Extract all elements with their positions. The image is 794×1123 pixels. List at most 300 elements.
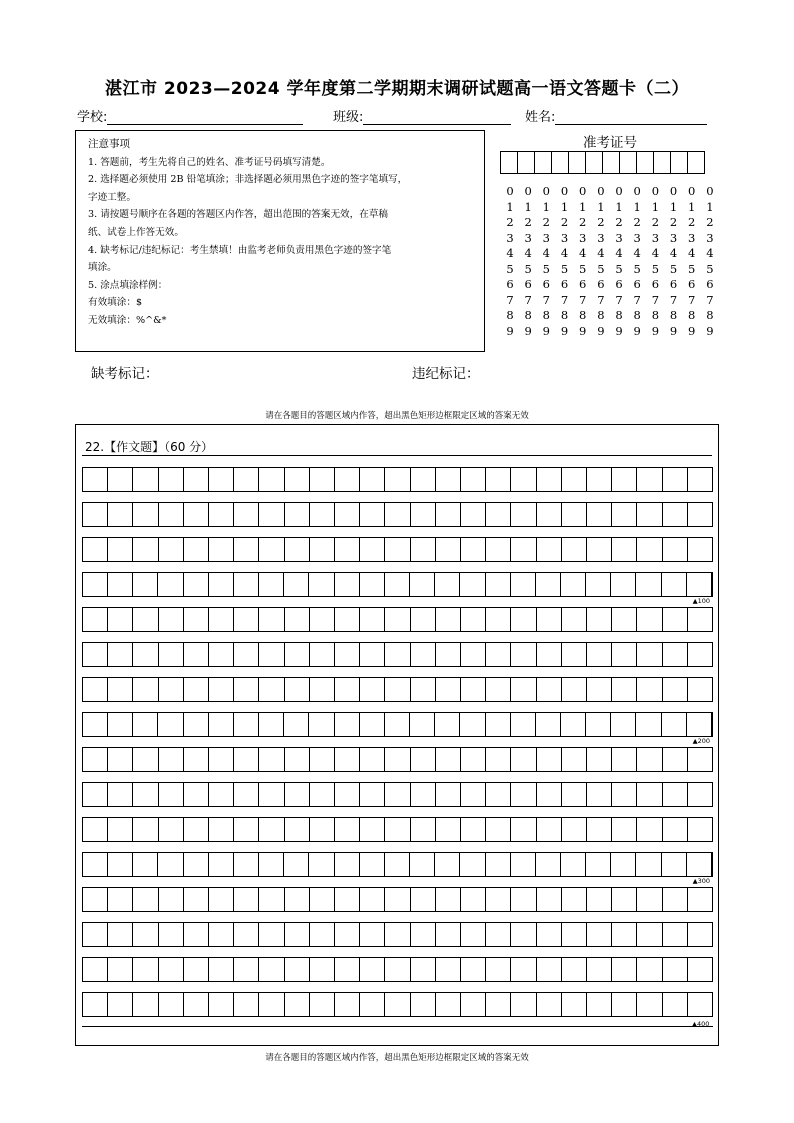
essay-grid-cell[interactable] (209, 993, 234, 1016)
essay-grid-cell[interactable] (83, 643, 108, 666)
digit-bubble[interactable]: 3 (597, 230, 605, 245)
essay-grid-cell[interactable] (536, 713, 561, 736)
essay-grid-cell[interactable] (259, 643, 284, 666)
essay-grid-cell[interactable] (612, 888, 637, 911)
admission-digit-box[interactable] (585, 151, 603, 174)
essay-grid-cell[interactable] (436, 643, 461, 666)
essay-grid-cell[interactable] (184, 573, 209, 596)
essay-grid-cell[interactable] (184, 818, 209, 841)
digit-bubble[interactable]: 0 (506, 184, 514, 198)
essay-grid-cell[interactable] (108, 573, 133, 596)
digit-bubble[interactable]: 0 (651, 184, 660, 198)
digit-bubble[interactable]: 0 (597, 184, 605, 198)
essay-grid-cell[interactable] (310, 923, 335, 946)
essay-grid-cell[interactable] (637, 783, 662, 806)
digit-bubble[interactable]: 8 (706, 308, 714, 322)
essay-grid-cell[interactable] (586, 853, 611, 876)
essay-grid-cell[interactable] (562, 748, 587, 771)
essay-grid-cell[interactable] (234, 678, 259, 701)
essay-grid-cell[interactable] (385, 923, 410, 946)
essay-grid-cell[interactable] (360, 608, 385, 631)
essay-grid-cell[interactable] (234, 818, 259, 841)
essay-grid-cell[interactable] (234, 538, 259, 561)
essay-grid-cell[interactable] (259, 923, 284, 946)
digit-bubble[interactable]: 6 (506, 277, 514, 291)
essay-grid-cell[interactable] (310, 538, 335, 561)
essay-grid-cell[interactable] (209, 468, 234, 491)
digit-bubble[interactable]: 1 (688, 199, 696, 214)
essay-grid-cell[interactable] (663, 888, 688, 911)
essay-grid-cell[interactable] (335, 538, 360, 561)
essay-grid-cell[interactable] (259, 818, 284, 841)
essay-grid-cell[interactable] (133, 853, 158, 876)
essay-grid-cell[interactable] (335, 958, 360, 981)
essay-grid-cell[interactable] (537, 468, 562, 491)
essay-grid-cell[interactable] (637, 993, 662, 1016)
essay-grid-cell[interactable] (184, 468, 209, 491)
essay-grid-cell[interactable] (385, 643, 410, 666)
essay-grid-cell[interactable] (436, 468, 461, 491)
essay-grid-cell[interactable] (460, 853, 485, 876)
digit-bubble[interactable]: 3 (669, 230, 678, 245)
essay-grid-cell[interactable] (662, 713, 687, 736)
digit-bubble[interactable]: 3 (633, 230, 641, 245)
digit-bubble[interactable]: 2 (560, 215, 569, 229)
essay-grid-cell[interactable] (562, 643, 587, 666)
essay-grid-cell[interactable] (637, 678, 662, 701)
admission-digit-box[interactable] (534, 151, 552, 174)
essay-grid-cell[interactable] (360, 853, 385, 876)
essay-grid-cell[interactable] (285, 643, 310, 666)
digit-bubble[interactable]: 3 (651, 230, 660, 245)
admission-digit-box[interactable] (551, 151, 569, 174)
essay-grid-cell[interactable] (108, 818, 133, 841)
essay-grid-cell[interactable] (663, 608, 688, 631)
essay-grid-cell[interactable] (159, 958, 184, 981)
essay-grid-cell[interactable] (637, 748, 662, 771)
essay-grid-cell[interactable] (562, 818, 587, 841)
digit-bubble[interactable]: 9 (579, 323, 587, 338)
essay-grid-cell[interactable] (158, 713, 183, 736)
digit-bubble[interactable]: 8 (615, 308, 623, 322)
essay-grid-cell[interactable] (612, 538, 637, 561)
essay-grid-cell[interactable] (511, 643, 536, 666)
essay-grid-cell[interactable] (234, 608, 259, 631)
essay-grid-cell[interactable] (663, 993, 688, 1016)
essay-grid-cell[interactable] (234, 573, 259, 596)
digit-bubble[interactable]: 3 (524, 230, 532, 245)
essay-grid-cell[interactable] (209, 573, 234, 596)
digit-bubble[interactable]: 6 (651, 277, 660, 291)
digit-bubble[interactable]: 8 (506, 308, 514, 322)
admission-digit-box[interactable] (687, 151, 705, 174)
essay-grid-cell[interactable] (309, 853, 334, 876)
essay-grid-cell[interactable] (133, 783, 158, 806)
essay-grid-cell[interactable] (259, 958, 284, 981)
essay-grid-cell[interactable] (537, 503, 562, 526)
essay-grid-cell[interactable] (83, 678, 108, 701)
essay-grid-cell[interactable] (587, 993, 612, 1016)
digit-bubble[interactable]: 7 (615, 292, 623, 307)
essay-grid-cell[interactable] (385, 503, 410, 526)
essay-grid-cell[interactable] (411, 468, 436, 491)
essay-grid-cell[interactable] (159, 748, 184, 771)
essay-grid-cell[interactable] (385, 678, 410, 701)
essay-grid-cell[interactable] (209, 643, 234, 666)
digit-bubble[interactable]: 1 (579, 199, 587, 214)
essay-grid-cell[interactable] (234, 888, 259, 911)
essay-grid-cell[interactable] (537, 608, 562, 631)
digit-bubble[interactable]: 2 (633, 215, 641, 229)
essay-grid-cell[interactable] (108, 468, 133, 491)
essay-grid-cell[interactable] (636, 573, 661, 596)
digit-bubble[interactable]: 9 (524, 323, 532, 338)
essay-grid-cell[interactable] (486, 573, 511, 596)
essay-grid-cell[interactable] (83, 888, 108, 911)
essay-grid-cell[interactable] (586, 573, 611, 596)
essay-grid-cell[interactable] (511, 503, 536, 526)
essay-grid-cell[interactable] (562, 468, 587, 491)
digit-bubble[interactable]: 7 (597, 292, 605, 307)
digit-bubble[interactable]: 4 (597, 246, 605, 260)
essay-grid-cell[interactable] (688, 993, 712, 1016)
essay-grid-cell[interactable] (159, 468, 184, 491)
essay-grid-cell[interactable] (637, 608, 662, 631)
digit-bubble[interactable]: 4 (615, 246, 623, 260)
digit-bubble[interactable]: 9 (506, 323, 514, 338)
essay-grid-cell[interactable] (133, 503, 158, 526)
essay-grid-cell[interactable] (360, 678, 385, 701)
essay-grid-cell[interactable] (108, 713, 133, 736)
digit-bubble[interactable]: 3 (688, 230, 696, 245)
essay-grid-cell[interactable] (184, 538, 209, 561)
digit-bubble[interactable]: 9 (633, 323, 641, 338)
essay-grid-cell[interactable] (688, 748, 712, 771)
essay-grid-cell[interactable] (486, 853, 511, 876)
essay-grid-cell[interactable] (663, 678, 688, 701)
essay-grid-cell[interactable] (511, 783, 536, 806)
essay-grid-cell[interactable] (310, 468, 335, 491)
digit-bubble[interactable]: 2 (615, 215, 623, 229)
essay-grid-cell[interactable] (159, 923, 184, 946)
essay-grid-cell[interactable] (184, 923, 209, 946)
essay-grid-cell[interactable] (385, 468, 410, 491)
essay-grid-cell[interactable] (461, 748, 486, 771)
essay-grid-cell[interactable] (436, 923, 461, 946)
essay-grid-cell[interactable] (435, 713, 460, 736)
essay-grid-cell[interactable] (159, 503, 184, 526)
essay-grid-cell[interactable] (209, 783, 234, 806)
essay-grid-cell[interactable] (537, 538, 562, 561)
essay-grid-cell[interactable] (637, 643, 662, 666)
essay-grid-cell[interactable] (285, 503, 310, 526)
essay-grid-cell[interactable] (411, 888, 436, 911)
essay-grid-cell[interactable] (688, 468, 712, 491)
digit-bubble[interactable]: 2 (706, 215, 714, 229)
essay-grid-cell[interactable] (209, 888, 234, 911)
essay-grid-cell[interactable] (637, 818, 662, 841)
essay-grid-cell[interactable] (460, 573, 485, 596)
essay-grid-cell[interactable] (486, 958, 511, 981)
essay-grid-cell[interactable] (612, 678, 637, 701)
digit-bubble[interactable]: 7 (633, 292, 641, 307)
essay-grid-cell[interactable] (562, 503, 587, 526)
essay-grid-cell[interactable] (411, 818, 436, 841)
essay-grid-cell[interactable] (83, 573, 108, 596)
essay-grid-cell[interactable] (511, 818, 536, 841)
essay-grid-cell[interactable] (310, 993, 335, 1016)
essay-grid-cell[interactable] (687, 573, 712, 596)
digit-bubble[interactable]: 2 (579, 215, 587, 229)
essay-grid-cell[interactable] (310, 958, 335, 981)
essay-grid-cell[interactable] (637, 503, 662, 526)
digit-bubble[interactable]: 1 (560, 199, 569, 214)
admission-digit-grid[interactable] (501, 184, 719, 339)
essay-grid-cell[interactable] (636, 853, 661, 876)
essay-grid-cell[interactable] (234, 468, 259, 491)
essay-grid-cell[interactable] (108, 993, 133, 1016)
essay-grid-cell[interactable] (461, 468, 486, 491)
essay-grid-cell[interactable] (411, 923, 436, 946)
essay-grid-cell[interactable] (108, 608, 133, 631)
essay-grid-cell[interactable] (234, 958, 259, 981)
essay-grid-cell[interactable] (335, 643, 360, 666)
digit-bubble[interactable]: 5 (524, 261, 532, 276)
essay-grid-cell[interactable] (663, 958, 688, 981)
digit-bubble[interactable]: 5 (560, 261, 569, 276)
digit-bubble[interactable]: 1 (524, 199, 532, 214)
essay-grid-cell[interactable] (234, 748, 259, 771)
essay-grid-cell[interactable] (587, 783, 612, 806)
digit-bubble[interactable]: 0 (524, 184, 532, 198)
digit-bubble[interactable]: 0 (542, 184, 550, 198)
essay-grid-cell[interactable] (663, 748, 688, 771)
digit-bubble[interactable]: 2 (688, 215, 696, 229)
digit-bubble[interactable]: 4 (506, 246, 514, 260)
essay-grid-cell[interactable] (184, 678, 209, 701)
essay-grid-cell[interactable] (360, 888, 385, 911)
essay-grid-cell[interactable] (360, 643, 385, 666)
essay-grid-cell[interactable] (385, 958, 410, 981)
digit-bubble[interactable]: 9 (542, 323, 550, 338)
essay-grid-cell[interactable] (562, 888, 587, 911)
digit-bubble[interactable]: 4 (688, 246, 696, 260)
digit-bubble[interactable]: 4 (542, 246, 550, 260)
essay-grid-cell[interactable] (587, 923, 612, 946)
digit-bubble[interactable]: 3 (706, 230, 714, 245)
essay-grid-cell[interactable] (259, 853, 284, 876)
essay-grid-cell[interactable] (562, 923, 587, 946)
essay-grid-cell[interactable] (486, 748, 511, 771)
essay-grid-cell[interactable] (184, 643, 209, 666)
essay-grid-cell[interactable] (562, 993, 587, 1016)
essay-grid-cell[interactable] (411, 783, 436, 806)
essay-grid-cell[interactable] (688, 608, 712, 631)
admission-digit-box[interactable] (500, 151, 518, 174)
essay-grid-cell[interactable] (662, 573, 687, 596)
essay-grid-cell[interactable] (360, 923, 385, 946)
essay-grid-cell[interactable] (184, 783, 209, 806)
essay-grid-cell[interactable] (461, 888, 486, 911)
essay-grid-cell[interactable] (561, 853, 586, 876)
digit-bubble[interactable]: 4 (524, 246, 532, 260)
essay-grid-cell[interactable] (537, 993, 562, 1016)
essay-grid-cell[interactable] (285, 993, 310, 1016)
essay-grid-cell[interactable] (259, 748, 284, 771)
essay-grid-cell[interactable] (133, 818, 158, 841)
essay-grid-cell[interactable] (385, 748, 410, 771)
essay-grid-cell[interactable] (511, 573, 536, 596)
essay-grid-cell[interactable] (285, 538, 310, 561)
essay-grid-cell[interactable] (663, 923, 688, 946)
essay-grid-cell[interactable] (159, 783, 184, 806)
essay-grid-cell[interactable] (285, 888, 310, 911)
essay-grid-cell[interactable] (259, 503, 284, 526)
essay-grid-cell[interactable] (587, 503, 612, 526)
digit-bubble[interactable]: 0 (706, 184, 714, 198)
essay-grid-cell[interactable] (562, 783, 587, 806)
essay-grid-cell[interactable] (435, 853, 460, 876)
essay-grid-cell[interactable] (486, 993, 511, 1016)
essay-grid-cell[interactable] (309, 713, 334, 736)
essay-grid-cell[interactable] (259, 468, 284, 491)
essay-grid-cell[interactable] (511, 853, 536, 876)
digit-bubble[interactable]: 4 (651, 246, 660, 260)
digit-bubble[interactable]: 6 (633, 277, 641, 291)
digit-bubble[interactable]: 1 (542, 199, 550, 214)
essay-grid-cell[interactable] (83, 748, 108, 771)
essay-grid-cell[interactable] (385, 818, 410, 841)
essay-grid-cell[interactable] (108, 923, 133, 946)
essay-grid-cell[interactable] (184, 958, 209, 981)
essay-grid-cell[interactable] (284, 713, 309, 736)
essay-grid-cell[interactable] (436, 888, 461, 911)
essay-grid-cell[interactable] (663, 468, 688, 491)
admission-digit-box[interactable] (636, 151, 654, 174)
essay-grid-cell[interactable] (663, 538, 688, 561)
essay-grid-cell[interactable] (486, 643, 511, 666)
essay-grid-cell[interactable] (285, 958, 310, 981)
essay-grid-cell[interactable] (133, 748, 158, 771)
digit-bubble[interactable]: 9 (560, 323, 569, 338)
essay-grid-cell[interactable] (612, 923, 637, 946)
digit-bubble[interactable]: 2 (651, 215, 660, 229)
essay-grid-cell[interactable] (410, 853, 435, 876)
digit-bubble[interactable]: 6 (706, 277, 714, 291)
essay-grid-cell[interactable] (637, 468, 662, 491)
essay-grid-cell[interactable] (360, 573, 385, 596)
essay-grid-cell[interactable] (234, 993, 259, 1016)
essay-grid-cell[interactable] (310, 783, 335, 806)
essay-grid-cell[interactable] (209, 538, 234, 561)
essay-grid-cell[interactable] (511, 468, 536, 491)
essay-grid-cell[interactable] (335, 783, 360, 806)
essay-grid-cell[interactable] (511, 958, 536, 981)
digit-bubble[interactable]: 8 (597, 308, 605, 322)
essay-grid-cell[interactable] (436, 538, 461, 561)
essay-grid-cell[interactable] (184, 888, 209, 911)
essay-grid-cell[interactable] (159, 993, 184, 1016)
digit-bubble[interactable]: 1 (633, 199, 641, 214)
essay-grid-cell[interactable] (587, 748, 612, 771)
essay-grid-cell[interactable] (385, 888, 410, 911)
essay-grid-cell[interactable] (688, 888, 712, 911)
essay-grid-cell[interactable] (335, 818, 360, 841)
digit-bubble[interactable]: 6 (524, 277, 532, 291)
essay-grid-cell[interactable] (108, 503, 133, 526)
essay-grid-cell[interactable] (385, 713, 410, 736)
digit-bubble[interactable]: 8 (524, 308, 532, 322)
essay-grid-cell[interactable] (335, 748, 360, 771)
digit-bubble[interactable]: 3 (560, 230, 569, 245)
essay-grid-cell[interactable] (688, 643, 712, 666)
essay-grid-cell[interactable] (83, 468, 108, 491)
essay-grid-cell[interactable] (133, 923, 158, 946)
essay-grid-cell[interactable] (385, 853, 410, 876)
essay-grid-cell[interactable] (587, 818, 612, 841)
digit-bubble[interactable]: 4 (579, 246, 587, 260)
essay-grid-cell[interactable] (411, 678, 436, 701)
digit-bubble[interactable]: 4 (706, 246, 714, 260)
essay-grid-cell[interactable] (209, 608, 234, 631)
essay-grid-cell[interactable] (436, 993, 461, 1016)
essay-grid-cell[interactable] (537, 678, 562, 701)
school-field[interactable] (77, 106, 303, 125)
essay-grid-cell[interactable] (360, 538, 385, 561)
essay-grid-cell[interactable] (637, 888, 662, 911)
essay-grid-cell[interactable] (133, 538, 158, 561)
name-field[interactable] (525, 106, 707, 125)
essay-grid-cell[interactable] (133, 713, 158, 736)
digit-bubble[interactable]: 2 (542, 215, 550, 229)
essay-grid-cell[interactable] (335, 573, 360, 596)
essay-grid-cell[interactable] (310, 503, 335, 526)
essay-grid-cell[interactable] (688, 958, 712, 981)
essay-grid-cell[interactable] (562, 678, 587, 701)
essay-grid-cell[interactable] (360, 748, 385, 771)
admission-digit-box[interactable] (670, 151, 688, 174)
essay-grid-cell[interactable] (460, 713, 485, 736)
essay-grid-cell[interactable] (561, 713, 586, 736)
essay-grid-cell[interactable] (209, 853, 234, 876)
essay-grid-cell[interactable] (133, 888, 158, 911)
essay-grid-cell[interactable] (209, 503, 234, 526)
essay-grid-cell[interactable] (259, 678, 284, 701)
essay-grid-cell[interactable] (335, 713, 360, 736)
essay-grid-cell[interactable] (335, 678, 360, 701)
essay-grid-cell[interactable] (410, 713, 435, 736)
essay-grid-cell[interactable] (184, 608, 209, 631)
digit-bubble[interactable]: 7 (579, 292, 587, 307)
essay-grid-cell[interactable] (511, 678, 536, 701)
essay-grid-cell[interactable] (184, 748, 209, 771)
essay-grid-cell[interactable] (436, 678, 461, 701)
essay-grid-cell[interactable] (83, 608, 108, 631)
digit-bubble[interactable]: 1 (506, 199, 514, 214)
essay-grid-cell[interactable] (436, 503, 461, 526)
essay-grid-cell[interactable] (159, 608, 184, 631)
essay-grid-cell[interactable] (663, 818, 688, 841)
essay-grid-cell[interactable] (108, 958, 133, 981)
digit-bubble[interactable]: 2 (597, 215, 605, 229)
essay-grid-cell[interactable] (537, 643, 562, 666)
digit-bubble[interactable]: 5 (706, 261, 714, 276)
essay-grid-cell[interactable] (83, 958, 108, 981)
essay-grid-cell[interactable] (184, 853, 209, 876)
digit-bubble[interactable]: 7 (651, 292, 660, 307)
essay-grid-cell[interactable] (511, 713, 536, 736)
essay-grid-cell[interactable] (284, 573, 309, 596)
